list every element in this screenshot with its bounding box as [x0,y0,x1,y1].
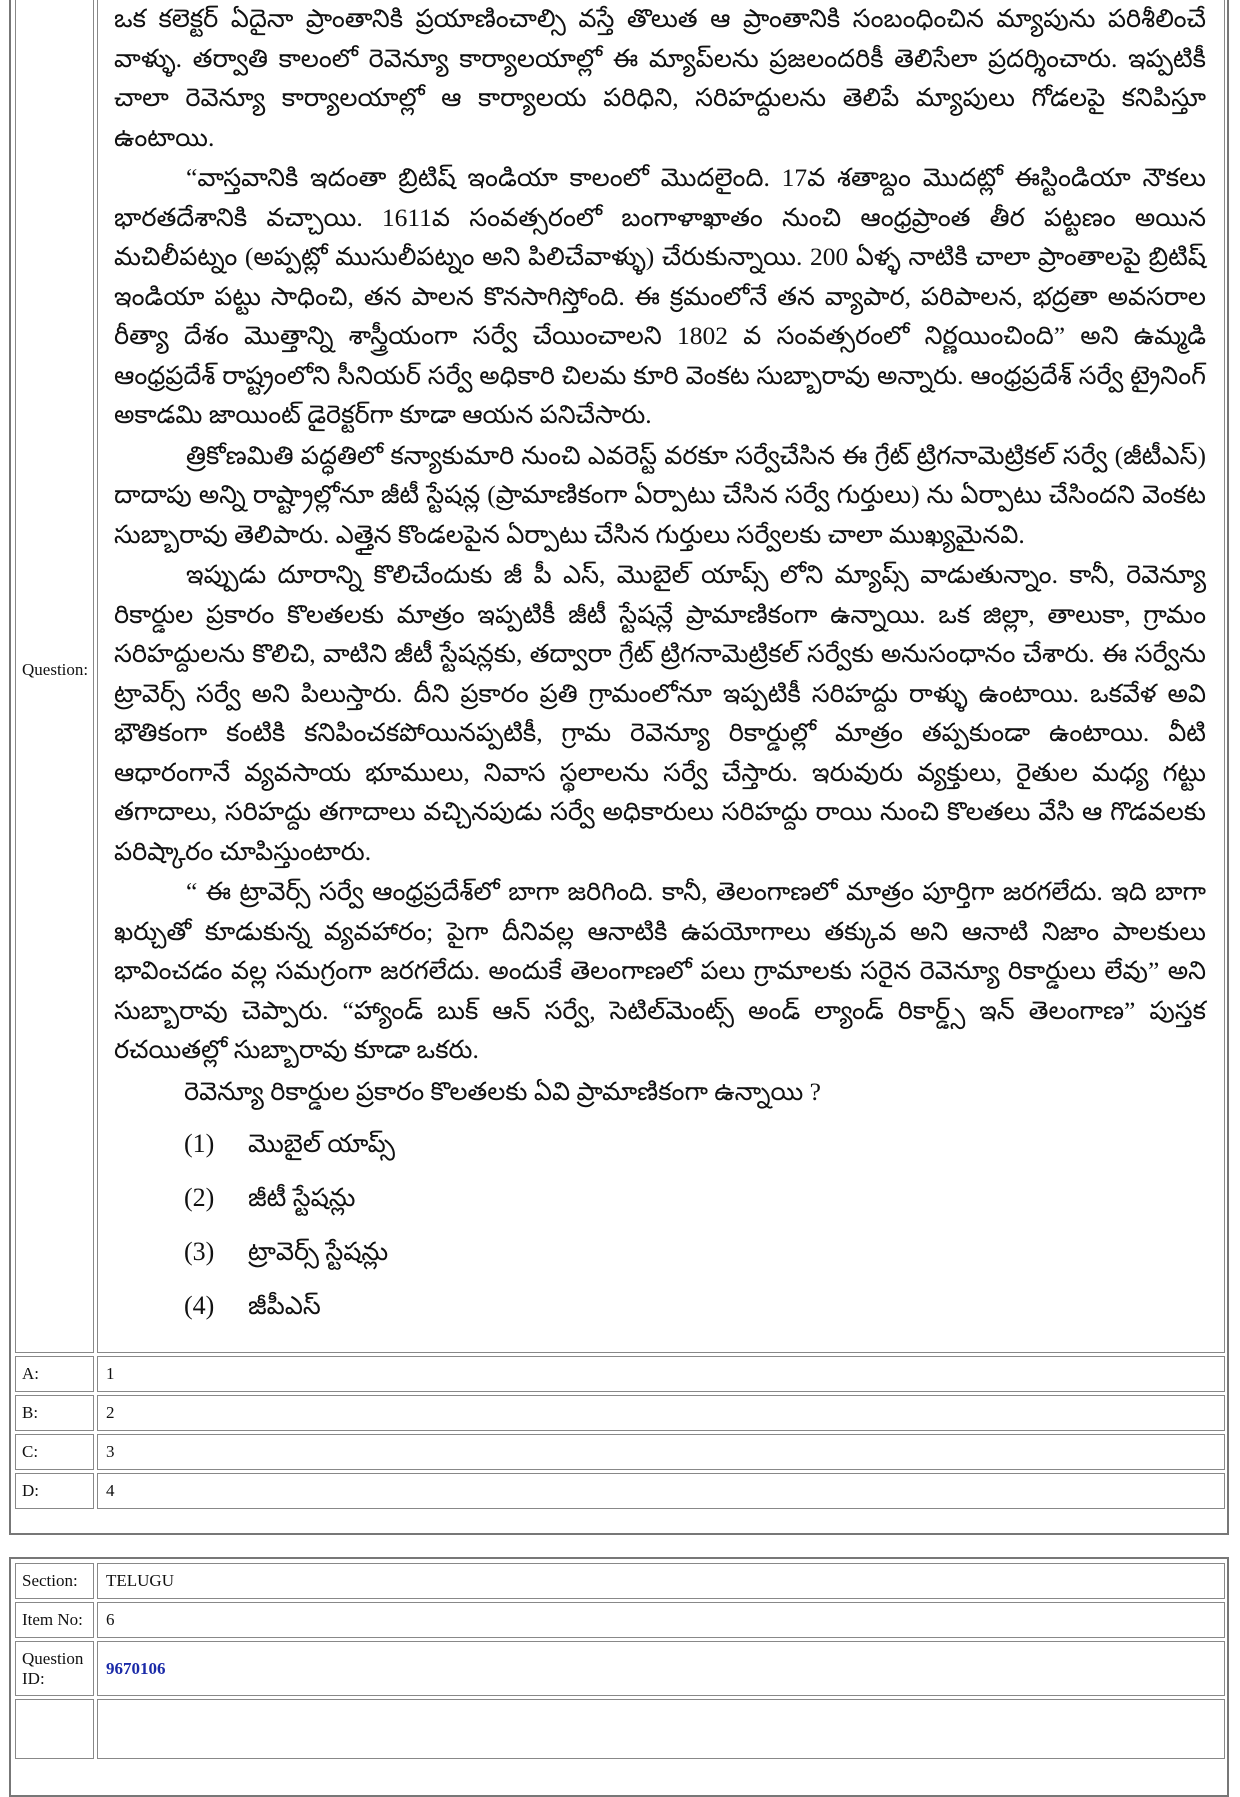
option-1 [184,1129,395,1165]
next-question-card [9,1557,1229,1797]
option-number: (4) [184,1291,215,1320]
question-prompt: రెవెన్యూ రికార్డుల ప్రకారం కొలతలకు ఏవి ప్రామాణికంగా ఉన్నాయి ? [184,1077,821,1106]
answer-label-b: B: [15,1395,94,1431]
question-label-cell [15,0,94,1353]
option-text: జీపీఎస్ [248,1291,321,1320]
passage-paragraph: “వాస్తవానికి ఇదంతా బ్రిటిష్ ఇండియా కాలంలో మొదలైంది. 17వ శతాబ్దం మొదట్లో ఈస్టిండియా నౌకలు భారతదేశానికి వచ్చాయి. 1611వ సంవత్సరంలో బంగాళాఖాతం నుంచి ఆంధ్రప్రాంత తీర పట్టణం అయిన మచిలీపట్నం (అప్పట్లో ముసులీపట్నం అని పిలిచేవాళ్ళు) చేరుకున్నాయి. 200 ఏళ్ళ నాటికి చాలా ప్రాంతాలపై బ్రిటిష్ ఇండియా పట్టు సాధించి, తన పాలన కొనసాగిస్తోంది. ఈ క్రమంలోనే తన వ్యాపార, పరిపాలన, భద్రతా అవసరాల రీత్యా దేశం మొత్తాన్ని శాస్త్రీయంగా సర్వే చేయించాలని 1802 వ సంవత్సరంలో నిర్ణయించింది” అని ఉమ్మడి ఆంధ్రప్రదేశ్ రాష్ట్రంలోని సీనియర్ సర్వే అధికారి చిలమ కూరి వెంకట సుబ్బారావు అన్నారు. ఆంధ్రప్రదేశ్ సర్వే ట్రైనింగ్ అకాడమి జాయింట్ డైరెక్టర్‌గా కూడా ఆయన పనిచేసారు. [114,163,1206,429]
answer-value-a: 1 [97,1356,1225,1392]
section-value: TELUGU [97,1563,1225,1599]
passage-paragraph: ఇప్పుడు దూరాన్ని కొలిచేందుకు జీ పీ ఎస్, మొబైల్ యాప్స్ లోని మ్యాప్స్ వాడుతున్నాం. కానీ, రెవెన్యూ రికార్డుల ప్రకారం కొలతలకు మాత్రం ఇప్పటికీ జీటీ స్టేషన్లే ప్రామాణికంగా ఉన్నాయి. ఒక జిల్లా, తాలుకా, గ్రామం సరిహద్దులను కొలిచి, వాటిని జీటీ స్టేషన్లకు, తద్వారా గ్రేట్ ట్రిగనామెట్రికల్ సర్వేకు అనుసంధానం చేశారు. ఈ సర్వేను ట్రావెర్స్ సర్వే అని పిలుస్తారు. దీని ప్రకారం ప్రతి గ్రామంలోనూ ఇప్పటికీ సరిహద్దు రాళ్ళు ఉంటాయి. ఒకవేళ అవి భౌతికంగా కంటికి కనిపించకపోయినప్పటికీ, గ్రామ రెవెన్యూ రికార్డుల్లో మాత్రం తప్పకుండా ఉంటాయి. వీటి ఆధారంగానే వ్యవసాయ భూములు, నివాస స్థలాలను సర్వే చేస్తారు. ఇరువురు వ్యక్తులు, రైతుల మధ్య గట్టు తగాదాలు, సరిహద్దు తగాదాలు వచ్చినపుడు సర్వే అధికారులు సరిహద్దు రాయి నుంచి కొలతలు వేసి ఆ గొడవలకు పరిష్కారం చూపిస్తుంటారు. [114,560,1206,866]
question-body-cell [97,0,1225,1353]
option-4 [184,1291,321,1327]
option-number: (2) [184,1183,215,1212]
passage-paragraph: త్రికోణమితి పద్ధతిలో కన్యాకుమారి నుంచి ఎవరెస్ట్ వరకూ సర్వేచేసిన ఈ గ్రేట్ ట్రిగనామెట్రికల్ సర్వే (జీటీఎస్) దాదాపు అన్ని రాష్ట్రాల్లోనూ జీటీ స్టేషన్ల (ప్రామాణికంగా ఏర్పాటు చేసిన సర్వే గుర్తులు) ను ఏర్పాటు చేసిందని వెంకట సుబ్బారావు తెలిపారు. ఎత్తైన కొండలపైన ఏర్పాటు చేసిన గుర్తులు సర్వేలకు చాలా ముఖ్యమైనవి. [114,440,1206,549]
answer-value-d: 4 [97,1473,1225,1509]
next-body-cell [97,1699,1225,1759]
question-card [9,0,1229,1535]
question-id-value: 9670106 [97,1641,1225,1696]
next-label-cell [15,1699,94,1759]
answer-value-c: 3 [97,1434,1225,1470]
answer-label-d: D: [15,1473,94,1509]
option-number: (1) [184,1129,215,1158]
passage-paragraph: ఒక కలెక్టర్ ఏదైనా ప్రాంతానికి ప్రయాణించాల్సి వస్తే తొలుత ఆ ప్రాంతానికి సంబంధించిన మ్యాపును పరిశీలించే వాళ్ళు. తర్వాతి కాలంలో రెవెన్యూ కార్యాలయాల్లో ఈ మ్యాప్‌లను ప్రజలందరికీ తెలిసేలా ప్రదర్శించారు. ఇప్పటికీ చాలా రెవెన్యూ కార్యాలయాల్లో ఆ కార్యాలయ పరిధిని, సరిహద్దులను తెలిపే మ్యాపులు గోడలపై కనిపిస్తూ ఉంటాయి. [114,4,1206,152]
item-no-label: Item No: [15,1602,94,1638]
option-text: ట్రావెర్స్ స్టేషన్లు [248,1237,389,1266]
option-2 [184,1183,356,1219]
answer-label-c: C: [15,1434,94,1470]
passage-paragraph: “ ఈ ట్రావెర్స్ సర్వే ఆంధ్రప్రదేశ్‌లో బాగా జరిగింది. కానీ, తెలంగాణలో మాత్రం పూర్తిగా జరగలేదు. ఇది బాగా ఖర్చుతో కూడుకున్న వ్యవహారం; పైగా దీనివల్ల ఆనాటికి ఉపయోగాలు తక్కువ అని ఆనాటి నిజాం పాలకులు భావించడం వల్ల సమగ్రంగా జరగలేదు. అందుకే తెలంగాణలో పలు గ్రామాలకు సరైన రెవెన్యూ రికార్డులు లేవు” అని సుబ్బారావు చెప్పారు. “హ్యాండ్ బుక్ ఆన్ సర్వే, సెటిల్‌మెంట్స్ అండ్ ల్యాండ్ రికార్డ్స్ ఇన్ తెలంగాణ” పుస్తక రచయితల్లో సుబ్బారావు కూడా ఒకరు. [114,877,1206,1064]
passage [114,0,1206,1071]
option-text: జీటీ స్టేషన్లు [248,1183,356,1212]
answer-value-b: 2 [97,1395,1225,1431]
question-label: Question: [22,659,89,679]
option-3 [184,1237,388,1273]
section-label: Section: [15,1563,94,1599]
option-text: మొబైల్ యాప్స్ [248,1129,395,1158]
option-number: (3) [184,1237,215,1266]
question-id-label: Question ID: [15,1641,94,1696]
answer-label-a: A: [15,1356,94,1392]
item-no-value: 6 [97,1602,1225,1638]
